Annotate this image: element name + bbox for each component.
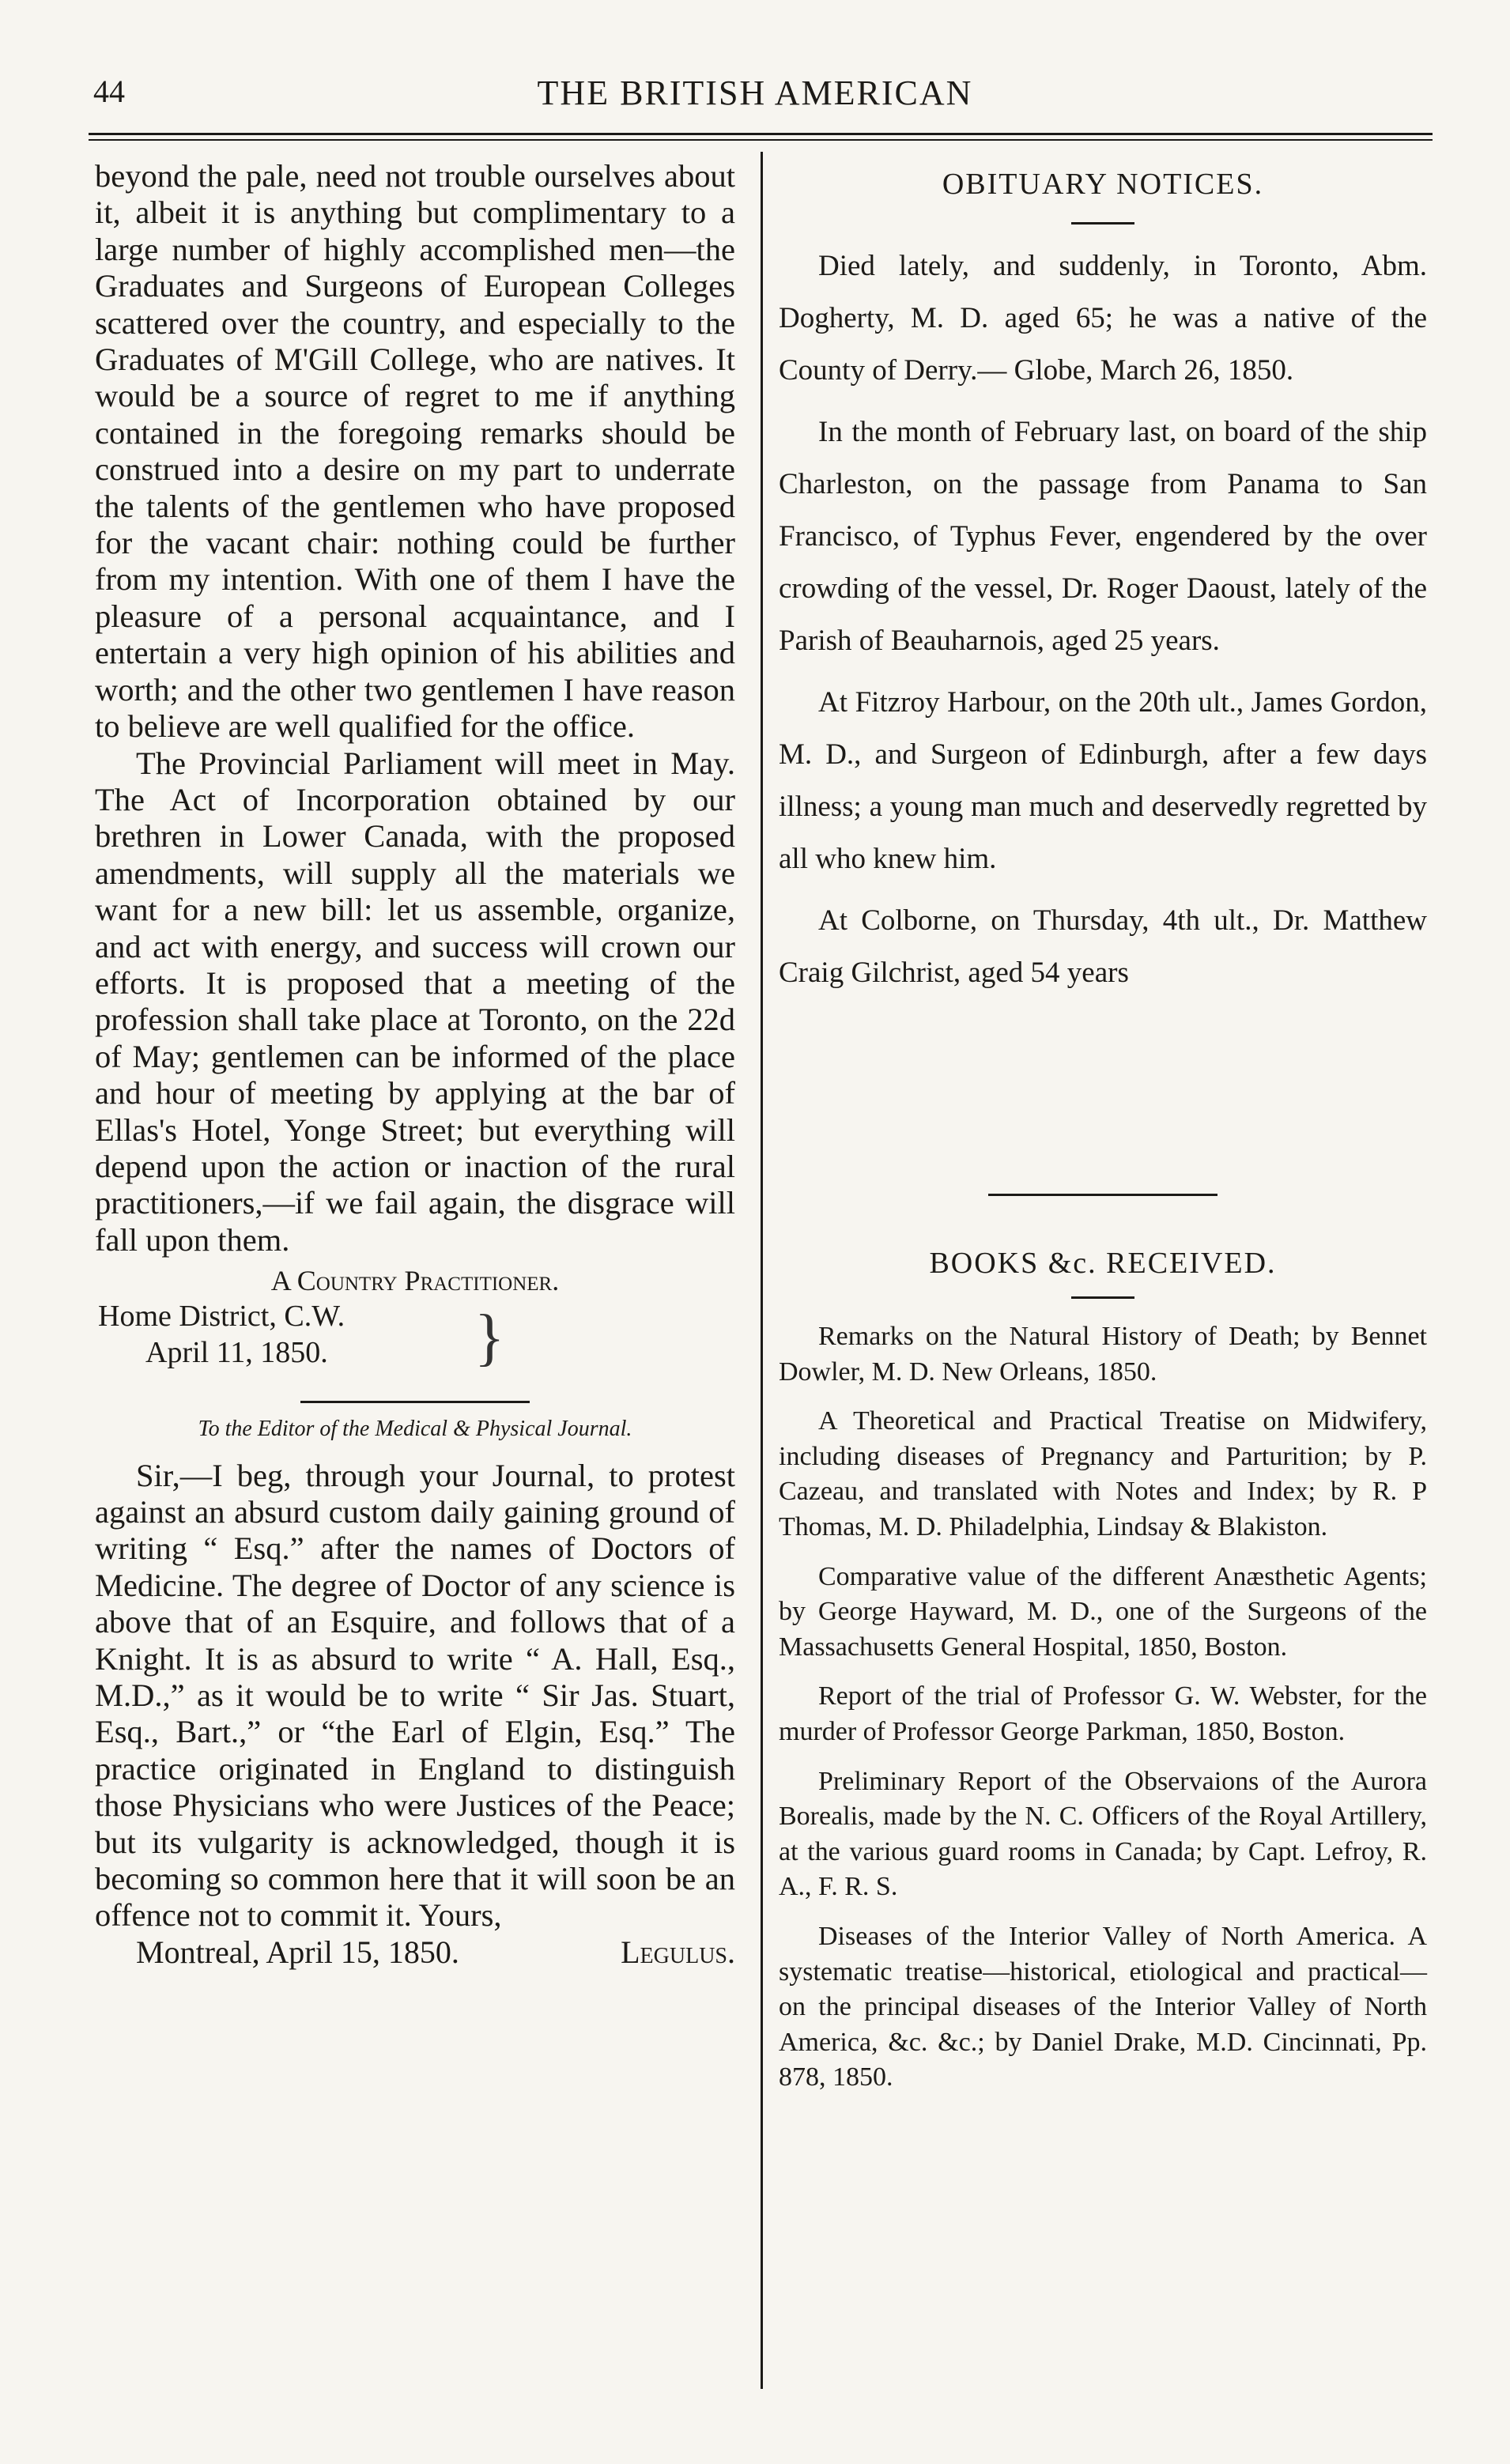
column-divider xyxy=(761,152,763,2389)
obituary-gilchrist: At Colborne, on Thursday, 4th ult., Dr. Matthew Craig Gilchrist, aged 54 years xyxy=(779,904,1427,989)
section-rule xyxy=(300,1401,530,1403)
brace-glyph: } xyxy=(474,1303,505,1373)
place-line: Home District, C.W. xyxy=(98,1300,345,1334)
book-entry-dowler: Remarks on the Natural History of Death; by Bennet Dowler, M. D. New Orleans, 1850. xyxy=(779,1322,1427,1387)
books-top-rule xyxy=(988,1194,1217,1196)
obituary-rule xyxy=(1071,222,1134,225)
letter-signature: Legulus. xyxy=(621,1934,735,1970)
books-heading: BOOKS &c. RECEIVED. xyxy=(929,1247,1277,1280)
letter-body: Sir,—I beg, through your Journal, to protest against an absurd custom daily gaining ground of writing “ Esq.” after the names of Doctors of Medicine. The degree of Doctor of any science is above that of an Esquire, and follows that of a Knight. It is as absurd to write “ A. Hall, Esq., M.D.,” as it would be to write “ Sir Jas. Stuart, Esq., Bart.,” or “the Earl of Elgin, Esq.” The practice originated in England to distinguish those Physicians who were Justices of the Peace; but its vulgarity is acknowledged, though it is becoming so common here that it will soon be an offence not to commit it. Yours, xyxy=(95,1457,735,1934)
letter-place-date: Montreal, April 15, 1850. xyxy=(136,1934,459,1970)
header-rule-bottom xyxy=(89,139,1433,141)
obituary-daoust: In the month of February last, on board of the ship Charleston, on the passage from Panama to San Francisco, of Typhus Fever, engendered by the over crowding of the vessel, Dr. Roger Daoust, lately of the Parish of Beauharnois, aged 25 years. xyxy=(779,416,1427,657)
letter-closing xyxy=(95,1934,735,1971)
obituary-section xyxy=(779,162,1427,999)
left-column xyxy=(95,158,735,1971)
continued-paragraph: beyond the pale, need not trouble ourselves about it, albeit it is anything but complimentary to a large number of highly accomplished men—the Graduates and Surgeons of European Colleges scattered over the country, and especially to the Graduates of M'Gill College, who are natives. It would be a source of regret to me if anything contained in the foregoing remarks should be construed into a desire on my part to underrate the talents of the gentlemen who have proposed for the vacant chair: nothing could be further from my intention. With one of them I have the pleasure of a personal acquaintance, and I entertain a very high opinion of his abilities and worth; and the other two gentlemen I have reason to believe are well qualified for the office. xyxy=(95,158,735,745)
book-entry-cazeau: A Theoretical and Practical Treatise on Midwifery, including diseases of Pregnancy and Parturition; by P. Cazeau, and translated with Notes and Index; by R. P Thomas, M. D. Philadelphia, Lindsay & Blakiston. xyxy=(779,1406,1427,1541)
letter-heading: To the Editor of the Medical & Physical Journal. xyxy=(198,1417,632,1442)
books-rule xyxy=(1071,1296,1134,1299)
obituary-dogherty: Died lately, and suddenly, in Toronto, Abm. Dogherty, M. D. aged 65; he was a native of the County of Derry.— Globe, March 26, 1850. xyxy=(779,250,1427,387)
header-rule-top xyxy=(89,133,1433,135)
parliament-paragraph: The Provincial Parliament will meet in May. The Act of Incorporation obtained by our brethren in Lower Canada, with the proposed amendments, will supply all the materials we want for a new bill: let us assemble, organize, and act with energy, and success will crown our efforts. It is proposed that a meeting of the profession shall take place at Toronto, on the 22d of May; gentlemen can be informed of the place and hour of meeting by applying at the bar of Ellas's Hotel, Yonge Street; but everything will depend upon the action or inaction of the rural practitioners,—if we fail again, the disgrace will fall upon them. xyxy=(95,745,735,1258)
books-top-rule-wrap xyxy=(779,1194,1427,1196)
running-title: THE BRITISH AMERICAN xyxy=(537,74,973,112)
obituary-gordon: At Fitzroy Harbour, on the 20th ult., James Gordon, M. D., and Surgeon of Edinburgh, after a few days illness; a young man much and deservedly regretted by all who knew him. xyxy=(779,686,1427,875)
obituary-heading: OBITUARY NOTICES. xyxy=(942,168,1264,201)
practitioner-signature: A Country Practitioner. xyxy=(270,1265,560,1297)
page-number: 44 xyxy=(93,74,125,109)
book-entry-webster: Report of the trial of Professor G. W. Webster, for the murder of Professor George Parkman, 1850, Boston. xyxy=(779,1681,1427,1746)
books-section xyxy=(779,1241,1427,2096)
date-line: April 11, 1850. xyxy=(145,1336,328,1370)
book-entry-lefroy: Preliminary Report of the Observaions of the Aurora Borealis, made by the N. C. Officers of the Royal Artillery, at the various guard rooms in Canada; by Capt. Lefroy, R. A., F. R. S. xyxy=(779,1766,1427,1902)
place-date-block xyxy=(95,1298,735,1371)
book-entry-drake: Diseases of the Interior Valley of North America. A systematic treatise—historical, etiological and practical—on the principal diseases of the Interior Valley of North America, &c. &c.; by Daniel Drake, M.D. Cincinnati, Pp. 878, 1850. xyxy=(779,1921,1427,2092)
book-entry-hayward: Comparative value of the different Anæsthetic Agents; by George Hayward, M. D., one of the Surgeons of the Massachusetts General Hospital, 1850, Boston. xyxy=(779,1561,1427,1662)
